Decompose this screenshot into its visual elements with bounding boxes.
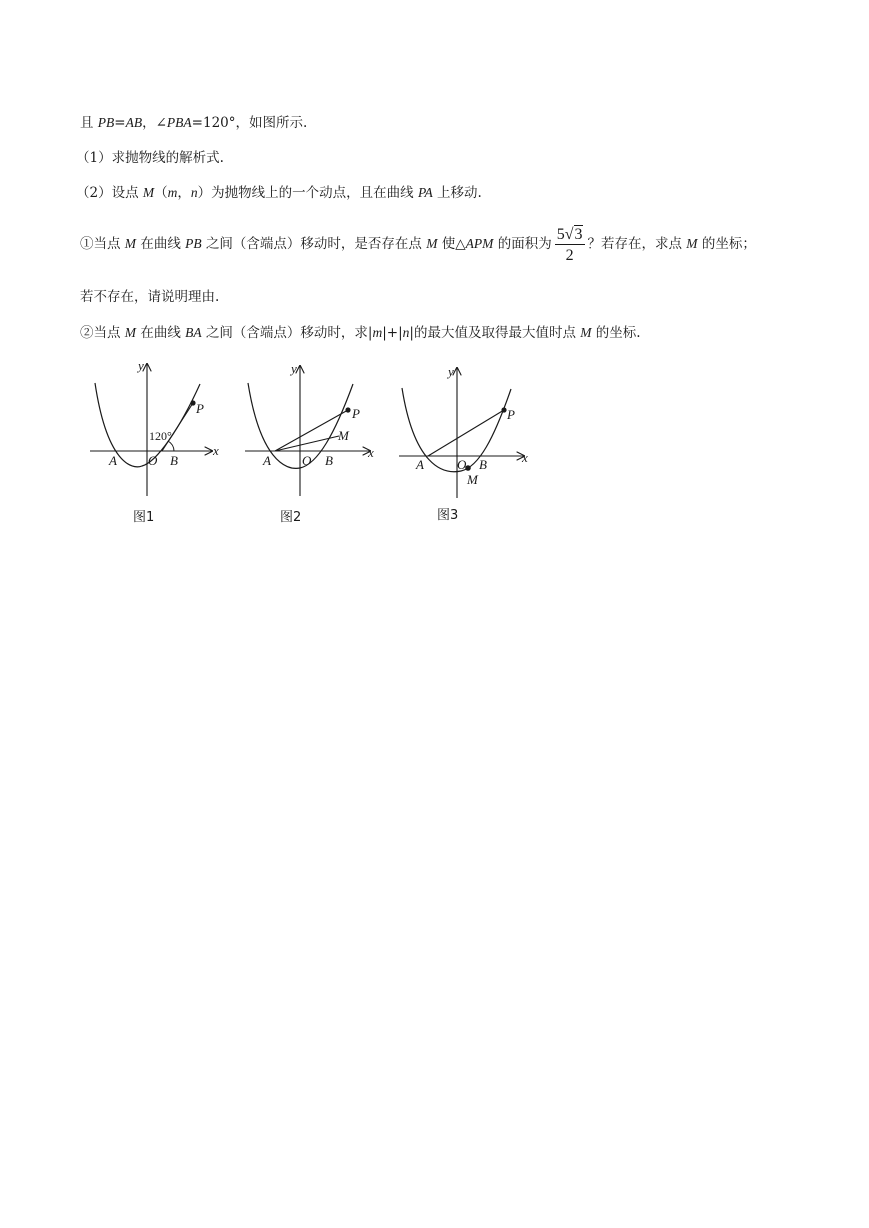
figure-2-caption: 图2 (280, 510, 302, 525)
label-y: y (138, 358, 144, 373)
question-2-part-2: ②当点 M 在曲线 BA 之间（含端点）移动时，求|m|+|n|的最大值及取得最大值时点 M 的坐标. (80, 325, 641, 341)
label-o: O (457, 457, 467, 472)
label-a: A (416, 457, 424, 472)
question-2-part-1-continued: 若不存在，请说明理由. (80, 289, 220, 305)
figure-1 (82, 358, 232, 503)
label-o: O (148, 453, 158, 468)
label-a: A (109, 453, 117, 468)
figure-3-diagram (394, 358, 539, 503)
label-y: y (448, 364, 454, 379)
label-p: P (196, 401, 204, 416)
question-1: （1）求抛物线的解析式. (76, 150, 224, 166)
label-b: B (170, 453, 178, 468)
label-b: B (325, 453, 333, 468)
label-p: P (352, 406, 360, 421)
point-p (345, 407, 350, 412)
area-fraction: $\frac{5√3}{2}$ (556, 225, 583, 264)
figure-3-caption: 图3 (437, 508, 459, 523)
segment-ap (428, 410, 504, 456)
segment-am (275, 436, 339, 451)
label-y: y (291, 361, 297, 376)
label-m: M (338, 428, 349, 443)
point-p (190, 400, 195, 405)
label-b: B (479, 457, 487, 472)
question-2: （2）设点 M（m，n）为抛物线上的一个动点，且在曲线 PA 上移动. (76, 185, 482, 201)
question-2-part-1: ①当点 M 在曲线 PB 之间（含端点）移动时，是否存在点 M 使△APM 的面积为 $\frac{5√3}{2}$ ？若存在，求点 M 的坐标； (80, 225, 756, 264)
label-o: O (302, 453, 312, 468)
figure-1-diagram (82, 358, 232, 503)
figure-2-diagram (240, 358, 385, 503)
point-p (501, 407, 506, 412)
label-angle: 120° (149, 429, 172, 443)
label-x: x (522, 450, 528, 465)
label-a: A (263, 453, 271, 468)
figure-3 (394, 358, 539, 503)
label-x: x (213, 443, 219, 458)
label-x: x (368, 445, 374, 460)
figure-2 (240, 358, 385, 503)
segment-bp (162, 403, 193, 451)
label-m: M (467, 472, 478, 487)
label-p: P (507, 407, 515, 422)
figure-1-caption: 图1 (133, 510, 155, 525)
condition-line: 且 PB=AB，∠PBA=120°，如图所示. (80, 115, 308, 131)
